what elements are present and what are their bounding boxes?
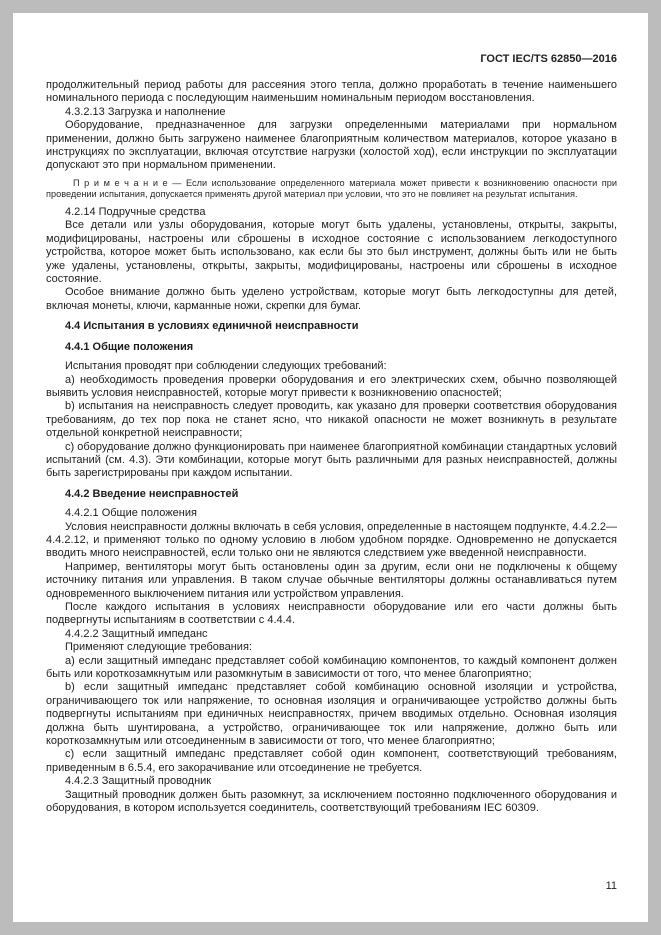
page-number: 11 bbox=[605, 880, 617, 892]
paragraph: c) если защитный импеданс представляет собой один компонент, соответствующий требованиям, приведенным в 6.5.4, его закорачивание или отсоединение не требуется. bbox=[46, 748, 617, 774]
paragraph: Все детали или узлы оборудования, которые могут быть удалены, установлены, открыты, закрыты, модифицированы, настроены или сброшены в исходное состояние с использованием легкодоступного устройства, которое может быть использовано, как если бы это был инструмент, должны быть или не быть уже удалены, установлены, открыты, закрыты, модифицированы, настроены или сброшены в исходное состояние. bbox=[46, 219, 617, 286]
section-heading: 4.4.2 Введение неисправностей bbox=[65, 487, 239, 500]
section-heading: 4.4 Испытания в условиях единичной неисправности bbox=[65, 320, 359, 333]
paragraph: 4.4.2.3 Защитный проводник bbox=[65, 775, 212, 788]
section-heading: 4.4.1 Общие положения bbox=[65, 340, 194, 353]
paragraph: Применяют следующие требования: bbox=[65, 641, 252, 654]
paragraph: Условия неисправности должны включать в себя условия, определенные в настоящем подпункте, 4.4.2.2—4.4.2.12, и применяют только по одному условию в любом удобном порядке. Одновременно не допускается вводить много неисправностей, если только они не являются следствием уже введенной неисправности. bbox=[46, 520, 617, 560]
document-page bbox=[13, 13, 648, 922]
paragraph: Особое внимание должно быть уделено устройствам, которые могут быть легкодоступны для детей, включая монеты, ключи, карманные ножи, скрепки для бумаг. bbox=[46, 286, 617, 312]
paragraph: a) необходимость проведения проверки оборудования и его электрических схем, обычно позволяющей выявить условия неисправностей, которые могут привести к возникновению опасностей; bbox=[46, 373, 617, 399]
paragraph: продолжительный период работы для рассеяния этого тепла, должно проработать в течение наименьшего номинального периода с последующим наименьшим номинальным периодом восстановления. bbox=[46, 79, 617, 105]
paragraph: 4.3.2.13 Загрузка и наполнение bbox=[65, 105, 226, 118]
paragraph: b) если защитный импеданс представляет собой комбинацию основной изоляции и устройства, ограничивающего ток или напряжение, то основная изоляция и ограничивающее устройство должны быть подвергнуты испытаниям при единичных неисправностях, причем вводимых отдельно. Основная изоляция должна быть шунтирована, а устройство, ограничивающее ток или напряжение, должно быть или короткозамкнутым или отсоединенным в зависимости от того, что менее благоприятно; bbox=[46, 681, 617, 748]
paragraph: c) оборудование должно функционировать при наименее благоприятной комбинации стандартных условий испытаний (см. 4.3). Эти комбинации, которые могут быть различными для разных неисправностей, должны быть зарегистрированы при каждом испытании. bbox=[46, 440, 617, 480]
paragraph: Оборудование, предназначенное для загрузки определенными материалами при нормальном применении, должно быть загружено наименее благоприятным количеством материалов, которое указано в инструкциях по эксплуатации, включая отсутствие нагрузки (холостой ход), если инструкции по эксплуатации допускают это при нормальном применении. bbox=[46, 119, 617, 172]
paragraph: 4.4.2.1 Общие положения bbox=[65, 507, 197, 520]
document-content bbox=[46, 79, 617, 816]
paragraph: Испытания проводят при соблюдении следующих требований: bbox=[65, 360, 387, 373]
paragraph: После каждого испытания в условиях неисправности оборудование или его части должны быть подвергнуты испытаниям в соответствии с 4.4.4. bbox=[46, 601, 617, 627]
paragraph: 4.4.2.2 Защитный импеданс bbox=[65, 627, 208, 640]
paragraph: 4.2.14 Подручные средства bbox=[65, 206, 206, 219]
paragraph: b) испытания на неисправность следует проводить, как указано для проверки соответствия оборудования требованиям, до тех пор пока не станет ясно, что никакой опасности не может возникнуть в результате отдельной конкретной неисправности; bbox=[46, 400, 617, 440]
note-paragraph: П р и м е ч а н и е — Если использование определенного материала может привести к возникновению опасности при проведении испытания, допускается применять другой материал при условии, что это не повлияет на результат испытания. bbox=[46, 177, 617, 200]
paragraph: Например, вентиляторы могут быть остановлены один за другим, если они не подключены к общему источнику питания или управления. В таком случае обычные вентиляторы должны останавливаться путем одновременного выключением питания или устройством управления. bbox=[46, 560, 617, 600]
paragraph: a) если защитный импеданс представляет собой комбинацию компонентов, то каждый компонент должен быть или короткозамкнутым или разомкнутым в зависимости от того, что менее благоприятно; bbox=[46, 654, 617, 681]
document-header: ГОСТ IEC/TS 62850—2016 bbox=[480, 53, 617, 65]
paragraph: Защитный проводник должен быть разомкнут, за исключением постоянно подключенного оборудования и оборудования, в котором используется соединитель, соответствующий требованиям IEC 60309. bbox=[46, 788, 617, 815]
